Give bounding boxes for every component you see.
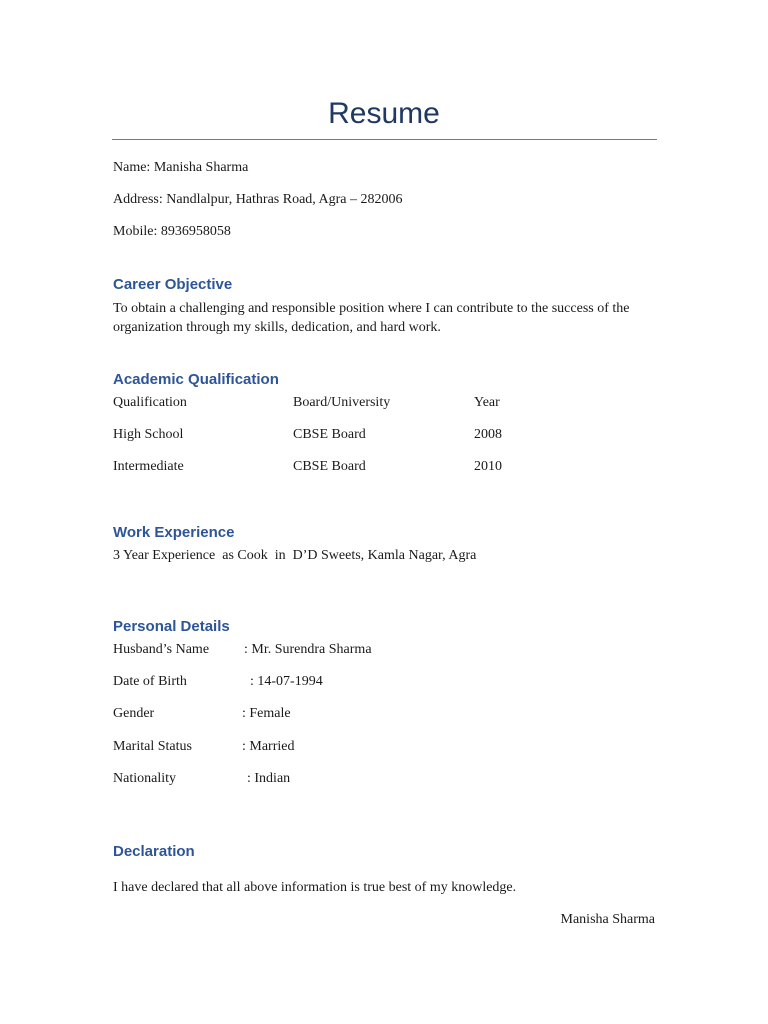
- declaration-text: I have declared that all above information is true best of my knowledge.: [113, 880, 517, 895]
- personal-value-marital: : Married: [242, 739, 295, 754]
- academic-header-year: Year: [474, 395, 500, 410]
- personal-value-gender: : Female: [242, 706, 291, 721]
- contact-mobile: Mobile: 8936958058: [113, 224, 231, 239]
- personal-value-husband: : Mr. Surendra Sharma: [244, 642, 372, 657]
- personal-details-heading: Personal Details: [113, 618, 230, 635]
- personal-value-dob: : 14-07-1994: [250, 674, 323, 689]
- personal-label-gender: Gender: [113, 706, 155, 721]
- personal-label-husband: Husband’s Name: [113, 642, 210, 657]
- career-objective-text: To obtain a challenging and responsible position where I can contribute to the success of the organization through my skills, dedication, and hard work.: [113, 301, 630, 335]
- academic-row-1-board: CBSE Board: [293, 427, 366, 442]
- personal-label-marital: Marital Status: [113, 739, 192, 754]
- contact-address: Address: Nandlalpur, Hathras Road, Agra – 282006: [113, 192, 403, 207]
- academic-row-2-qualification: Intermediate: [113, 459, 184, 474]
- academic-row-2-board: CBSE Board: [293, 459, 366, 474]
- personal-label-nationality: Nationality: [113, 771, 176, 786]
- page-title: Resume: [328, 97, 440, 130]
- academic-row-2-year: 2010: [474, 459, 502, 474]
- work-experience-text: 3 Year Experience as Cook in D’D Sweets, Kamla Nagar, Agra: [113, 548, 477, 563]
- academic-row-1-year: 2008: [474, 427, 502, 442]
- personal-label-dob: Date of Birth: [113, 674, 187, 689]
- signature-name: Manisha Sharma: [560, 912, 655, 927]
- academic-header-board: Board/University: [293, 395, 391, 410]
- contact-name: Name: Manisha Sharma: [113, 160, 249, 175]
- career-objective-heading: Career Objective: [113, 276, 233, 293]
- academic-header-qualification: Qualification: [113, 395, 187, 410]
- declaration-heading: Declaration: [113, 843, 195, 860]
- academic-row-1-qualification: High School: [113, 427, 184, 442]
- personal-value-nationality: : Indian: [247, 771, 291, 786]
- title-divider: [112, 139, 657, 140]
- work-experience-heading: Work Experience: [113, 524, 235, 541]
- academic-qualification-heading: Academic Qualification: [113, 371, 279, 388]
